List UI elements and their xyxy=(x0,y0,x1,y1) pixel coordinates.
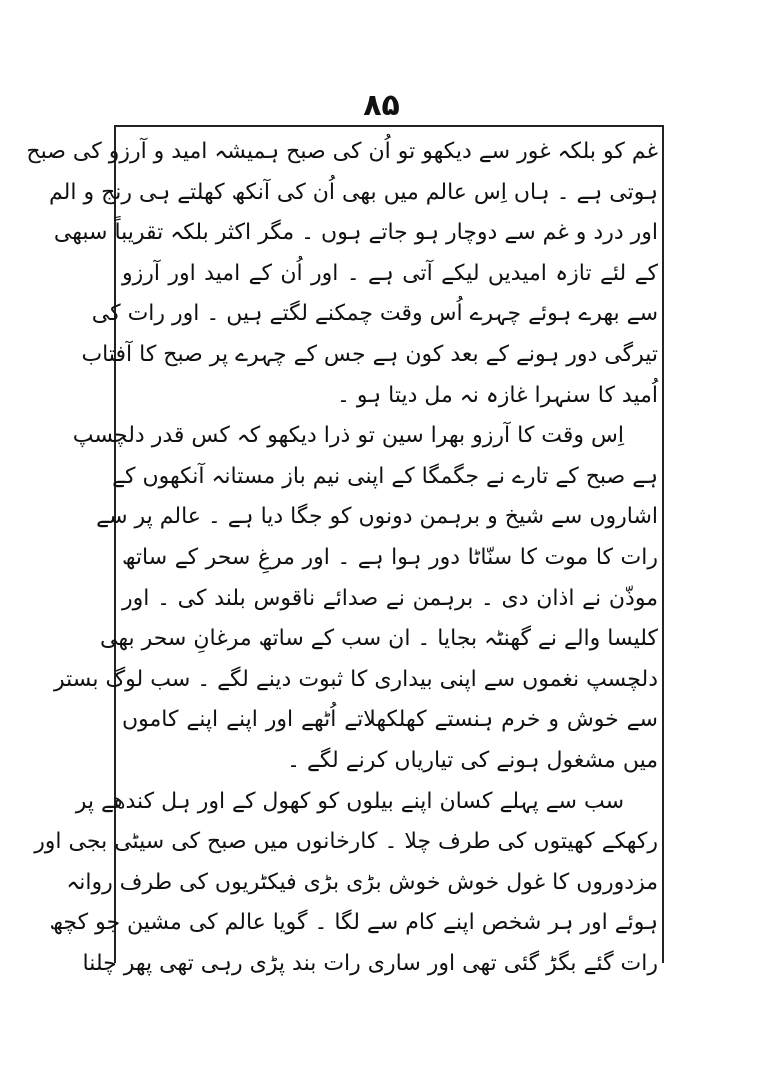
text-line: مزدوروں کا غول خوش خوش بڑی بڑی فیکٹریوں کی طرف روانہ xyxy=(66,869,658,895)
text-line: سے بھرے ہوئے چہرے اُس وقت چمکنے لگتے ہیں ۔ اور رات کی xyxy=(91,301,658,327)
text-line: دلچسپ نغموں سے اپنی بیداری کا ثبوت دینے لگے ۔ سب لوگ بستر xyxy=(53,666,658,692)
text-line: سب سے پہلے کسان اپنے بیلوں کو کھول کے اور ہل کندھے پر xyxy=(75,788,624,814)
text-line: کلیسا والے نے گھنٹہ بجایا ۔ ان سب کے ساتھ مرغانِ سحر بھی xyxy=(99,626,658,652)
text-line: ہوتی ہے ۔ ہاں اِس عالم میں بھی اُن کی آنکھ کھلتے ہی رنج و الم xyxy=(49,179,658,205)
text-line: غم کو بلکہ غور سے دیکھو تو اُن کی صبح ہمیشہ امید و آرزو کی صبح xyxy=(26,139,658,164)
text-line: سے خوش و خرم ہنستے کھلکھلاتے اُٹھے اور اپنے اپنے کاموں xyxy=(122,707,658,733)
text-line: اُمید کا سنہرا غازہ نہ مل دیتا ہو ۔ xyxy=(336,382,658,408)
text-line: میں مشغول ہونے کی تیاریاں کرنے لگے ۔ xyxy=(287,747,658,773)
text-line: موذّن نے اذان دی ۔ برہمن نے صدائے ناقوس بلند کی ۔ اور xyxy=(122,585,658,611)
text-line: اور درد و غم سے دوچار ہو جاتے ہوں ۔ مگر اکثر بلکہ تقریباً سبھی xyxy=(53,220,658,246)
page-text xyxy=(26,132,658,984)
text-line: رات کا موت کا سنّاٹا دور ہوا ہے ۔ اور مرغِ سحر کے ساتھ xyxy=(122,544,658,570)
text-line: ہے صبح کے تارے نے جگمگا کے اپنی نیم باز مستانہ آنکھوں کے xyxy=(112,463,658,489)
text-line: رات گئے بگڑ گئی تھی اور ساری رات بند پڑی رہی تھی پھر چلنا xyxy=(82,950,658,976)
page-number: ۸۵ xyxy=(363,88,400,123)
text-line: اِس وقت کا آرزو بھرا سین تو ذرا دیکھو کہ کس قدر دلچسپ xyxy=(72,423,624,449)
text-line: کے لئے تازہ امیدیں لیکے آتی ہے ۔ اور اُن کے امید اور آرزو xyxy=(122,260,658,286)
text-line: ہوئے اور ہر شخص اپنے کام سے لگا ۔ گویا عالم کی مشین جو کچھ xyxy=(49,910,658,936)
text-line: اشاروں سے شیخ و برہمن دونوں کو جگا دیا ہے ۔ عالم پر سے xyxy=(96,504,658,530)
text-line: رکھکے کھیتوں کی طرف چلا ۔ کارخانوں میں صبح کی سیٹی بجی اور xyxy=(34,829,658,855)
text-line: تیرگی دور ہونے کے بعد کون ہے جس کے چہرے پر صبح کا آفتاب xyxy=(81,341,658,367)
